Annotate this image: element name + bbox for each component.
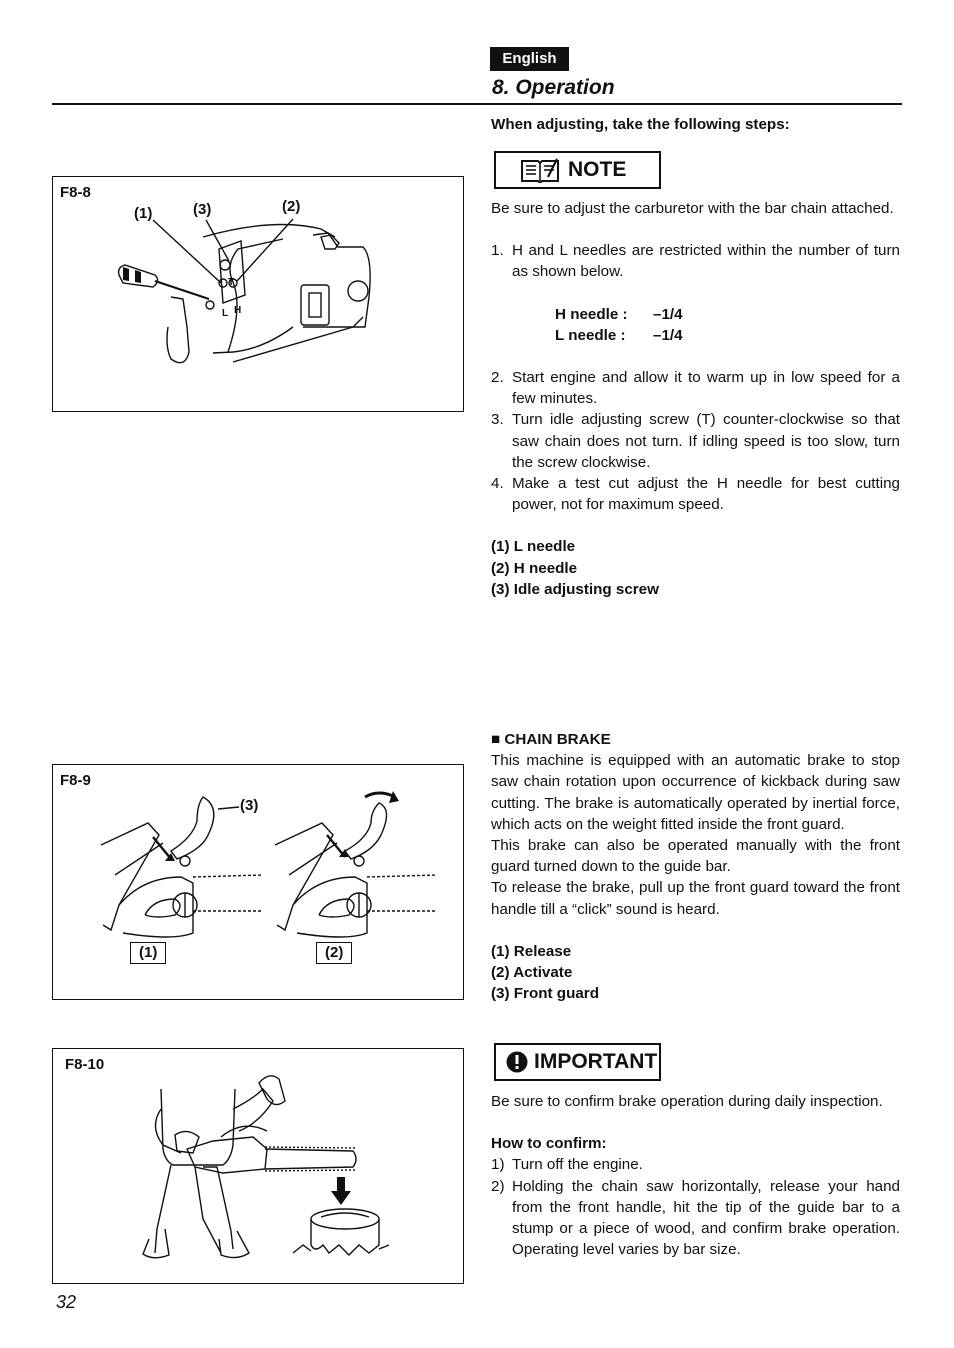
step-number: 1. — [491, 242, 504, 260]
needle-value: –1/4 — [653, 326, 683, 344]
step-text: Start engine and allow it to warm up in low speed for a few minutes. — [512, 369, 900, 408]
needle-name: H needle : — [555, 305, 628, 323]
figure-label: F8-8 — [60, 184, 91, 201]
mark-h: H — [234, 305, 242, 316]
page-number: 32 — [56, 1292, 77, 1312]
step-number: 2. — [491, 369, 504, 387]
callout-label: (1) — [134, 205, 153, 222]
adjust-body — [491, 198, 900, 600]
step-text: Turn idle adjusting screw (T) counter-clockwise so that saw chain does not turn. If idling speed is too slow, turn the screw clockwise. — [512, 411, 900, 471]
needle-name: L needle : — [555, 326, 626, 344]
step-number: 2) — [491, 1177, 505, 1195]
confirm-step-1 — [491, 1154, 900, 1175]
legend-item: (3) Idle adjusting screw — [491, 580, 659, 598]
confirm-section — [491, 1091, 900, 1260]
important-text: Be sure to confirm brake operation during daily inspection. — [491, 1093, 883, 1110]
adjust-heading: When adjusting, take the following steps: — [491, 116, 790, 133]
figure-label: F8-9 — [60, 772, 91, 789]
needle-value: –1/4 — [653, 305, 683, 323]
exclamation-icon — [506, 1051, 528, 1073]
figure-f8-10 — [52, 1048, 464, 1284]
figure-f8-9 — [52, 764, 464, 1000]
callout-label: (3) — [240, 797, 259, 814]
step-text: Turn off the engine. — [512, 1156, 643, 1174]
legend-item: (1) L needle — [491, 538, 576, 556]
step-number: 1) — [491, 1156, 505, 1174]
confirm-step-2 — [491, 1176, 900, 1261]
carburetor-illustration — [53, 177, 463, 411]
note-book-icon — [520, 157, 560, 183]
note-label: NOTE — [568, 158, 627, 181]
brake-paragraph: This brake can also be operated manually with the front guard turned down to the guide bar. — [491, 837, 900, 876]
legend-item: (2) Activate — [491, 964, 573, 982]
step-text: Holding the chain saw horizontally, release your hand from the front handle, hit the tip of the guide bar to a stump or a piece of wood, and confirm brake operation. Operating level varies by bar size. — [512, 1177, 900, 1259]
important-callout — [494, 1043, 661, 1081]
callout-label: (3) — [193, 201, 212, 218]
needle-row-h — [555, 304, 900, 325]
legend-item: (2) H needle — [491, 559, 578, 577]
language-tab: English — [490, 47, 569, 71]
step-3 — [491, 409, 900, 473]
figure-f8-8 — [52, 176, 464, 412]
step-2 — [491, 367, 900, 409]
step-text: Make a test cut adjust the H needle for best cutting power, not for maximum speed. — [512, 475, 900, 514]
step-number: 3. — [491, 411, 504, 429]
confirm-heading: How to confirm: — [491, 1135, 607, 1153]
step-1 — [491, 240, 900, 282]
adjust-section — [491, 114, 900, 135]
callout-label-activate: (2) — [316, 942, 352, 964]
step-text: H and L needles are restricted within the number of turn as shown below. — [512, 242, 900, 281]
brake-heading: ■ CHAIN BRAKE — [491, 731, 611, 748]
note-text: Be sure to adjust the carburetor with the bar chain attached. — [491, 200, 894, 217]
brake-section — [491, 729, 900, 1004]
brake-test-illustration — [53, 1049, 463, 1283]
mark-t: T — [228, 277, 235, 288]
mark-l: L — [222, 308, 229, 319]
section-title: 8. Operation — [492, 76, 615, 99]
needle-row-l — [555, 325, 900, 346]
callout-label-release: (1) — [130, 942, 166, 964]
callout-label: (2) — [282, 198, 301, 215]
legend-item: (1) Release — [491, 942, 572, 960]
step-number: 4. — [491, 475, 504, 493]
legend-item: (3) Front guard — [491, 985, 599, 1003]
figure-label: F8-10 — [65, 1056, 105, 1073]
brake-paragraph: To release the brake, pull up the front guard toward the front handle till a “click” sound is heard. — [491, 879, 900, 918]
brake-paragraph: This machine is equipped with an automatic brake to stop saw chain rotation upon occurrence of kickback during saw cutting. The brake is automatically operated by inertial force, which acts on the weight fitted inside the front guard. — [491, 752, 900, 833]
note-callout — [494, 151, 661, 189]
important-label: IMPORTANT — [534, 1050, 658, 1073]
step-4 — [491, 473, 900, 515]
header-rule — [52, 103, 902, 105]
